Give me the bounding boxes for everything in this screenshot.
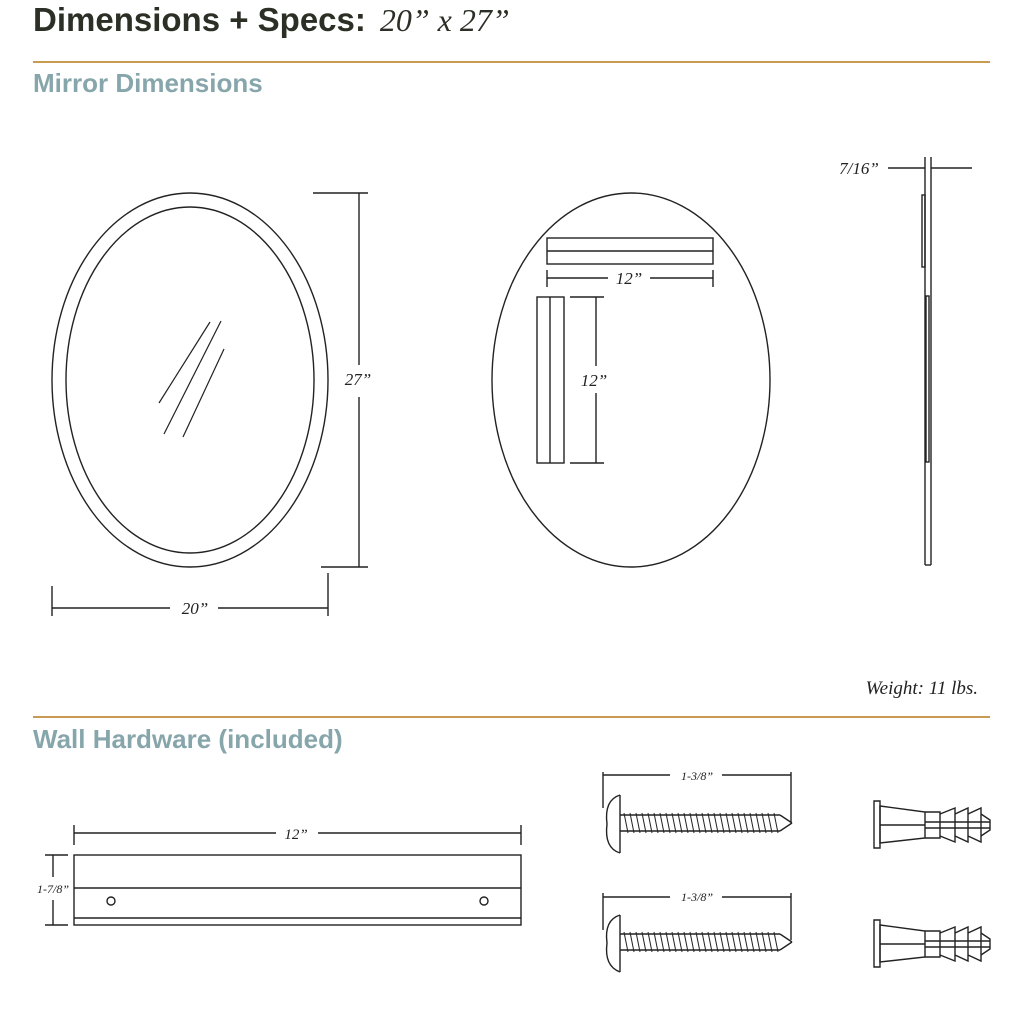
screw-head [607, 795, 620, 853]
wall-cleat-drawing [45, 825, 521, 925]
mirror-front-view [52, 193, 368, 616]
side-cleat-label: 12” [580, 371, 608, 390]
depth-label: 7/16” [839, 159, 879, 178]
width-label: 20” [181, 599, 209, 618]
screw-1 [603, 772, 792, 853]
mirror-bevel-edge [66, 207, 314, 553]
screw-thread [624, 932, 778, 952]
wall-cleat-body [74, 855, 521, 925]
mirror-dimensions-heading: Mirror Dimensions [33, 68, 263, 98]
page-title-text: Dimensions + Specs: [33, 1, 366, 38]
screw-head [607, 915, 620, 972]
height-label: 27” [344, 370, 372, 389]
mirror-glare-lines [159, 321, 224, 437]
screw-2 [603, 893, 792, 972]
cleat-screw-hole-right [480, 897, 488, 905]
weight-label: Weight: 11 lbs. [865, 678, 978, 699]
screw-thread [624, 813, 778, 833]
mirror-back-view [492, 193, 770, 567]
mirror-size: 20” x 27” [379, 2, 510, 38]
top-cleat-label: 12” [615, 269, 643, 288]
mirror-back-outline [492, 193, 770, 567]
wall-anchor-1 [874, 801, 990, 848]
profile-side-cleat [926, 296, 929, 462]
wall-hardware-heading: Wall Hardware (included) [33, 724, 343, 754]
mirror-outer-edge [52, 193, 328, 567]
profile-top-cleat [922, 195, 925, 267]
screw-1-length-label: 1-3/8” [680, 769, 714, 783]
mirror-side-profile [888, 157, 972, 565]
cleat-height-label: 1-7/8” [36, 882, 70, 896]
screw-2-length-label: 1-3/8” [680, 890, 714, 904]
cleat-length-label: 12” [284, 827, 308, 843]
cleat-screw-hole-left [107, 897, 115, 905]
wall-anchor-2 [874, 920, 990, 967]
